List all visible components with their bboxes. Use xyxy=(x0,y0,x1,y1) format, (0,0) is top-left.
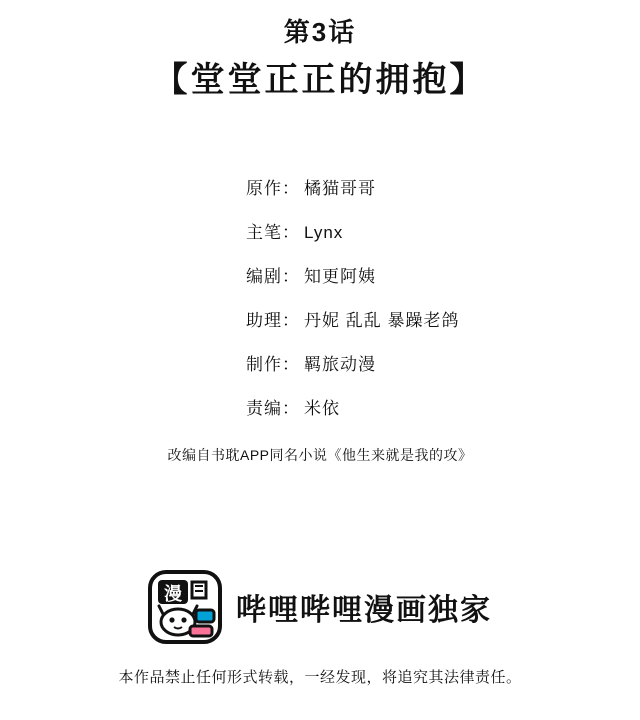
credit-row xyxy=(246,218,640,243)
credit-role: 编剧： xyxy=(246,266,300,286)
credits-list xyxy=(0,174,640,419)
credit-value: Lynx xyxy=(304,222,344,242)
credit-role: 责编： xyxy=(246,398,300,418)
credit-value: 羁旅动漫 xyxy=(304,354,376,374)
credit-role: 助理： xyxy=(246,310,300,330)
credit-role: 制作： xyxy=(246,354,300,374)
brand-block xyxy=(0,570,640,644)
credit-value: 米依 xyxy=(304,398,340,418)
comic-credits-page xyxy=(0,18,640,720)
credit-row xyxy=(246,306,640,331)
credit-row xyxy=(246,174,640,199)
credit-value: 丹妮 乱乱 暴躁老鸽 xyxy=(304,310,460,330)
credit-role: 原作： xyxy=(246,178,300,198)
brand-name: 哔哩哔哩漫画独家 xyxy=(236,594,492,627)
svg-text:漫: 漫 xyxy=(164,584,182,604)
credit-row xyxy=(246,350,640,375)
adaptation-note: 改编自书耽APP同名小说《他生来就是我的攻》 xyxy=(167,446,473,463)
credit-row xyxy=(246,262,640,287)
copyright-disclaimer: 本作品禁止任何形式转载，一经发现，将追究其法律责任。 xyxy=(118,669,522,686)
credit-role: 主笔： xyxy=(246,222,300,242)
credit-value: 橘猫哥哥 xyxy=(304,178,376,198)
bilibili-comics-logo-icon xyxy=(148,570,222,644)
chapter-number: 第3话 xyxy=(283,17,357,47)
credit-row xyxy=(246,394,640,419)
credit-value: 知更阿姨 xyxy=(304,266,376,286)
chapter-title: 【堂堂正正的拥抱】 xyxy=(153,60,487,99)
